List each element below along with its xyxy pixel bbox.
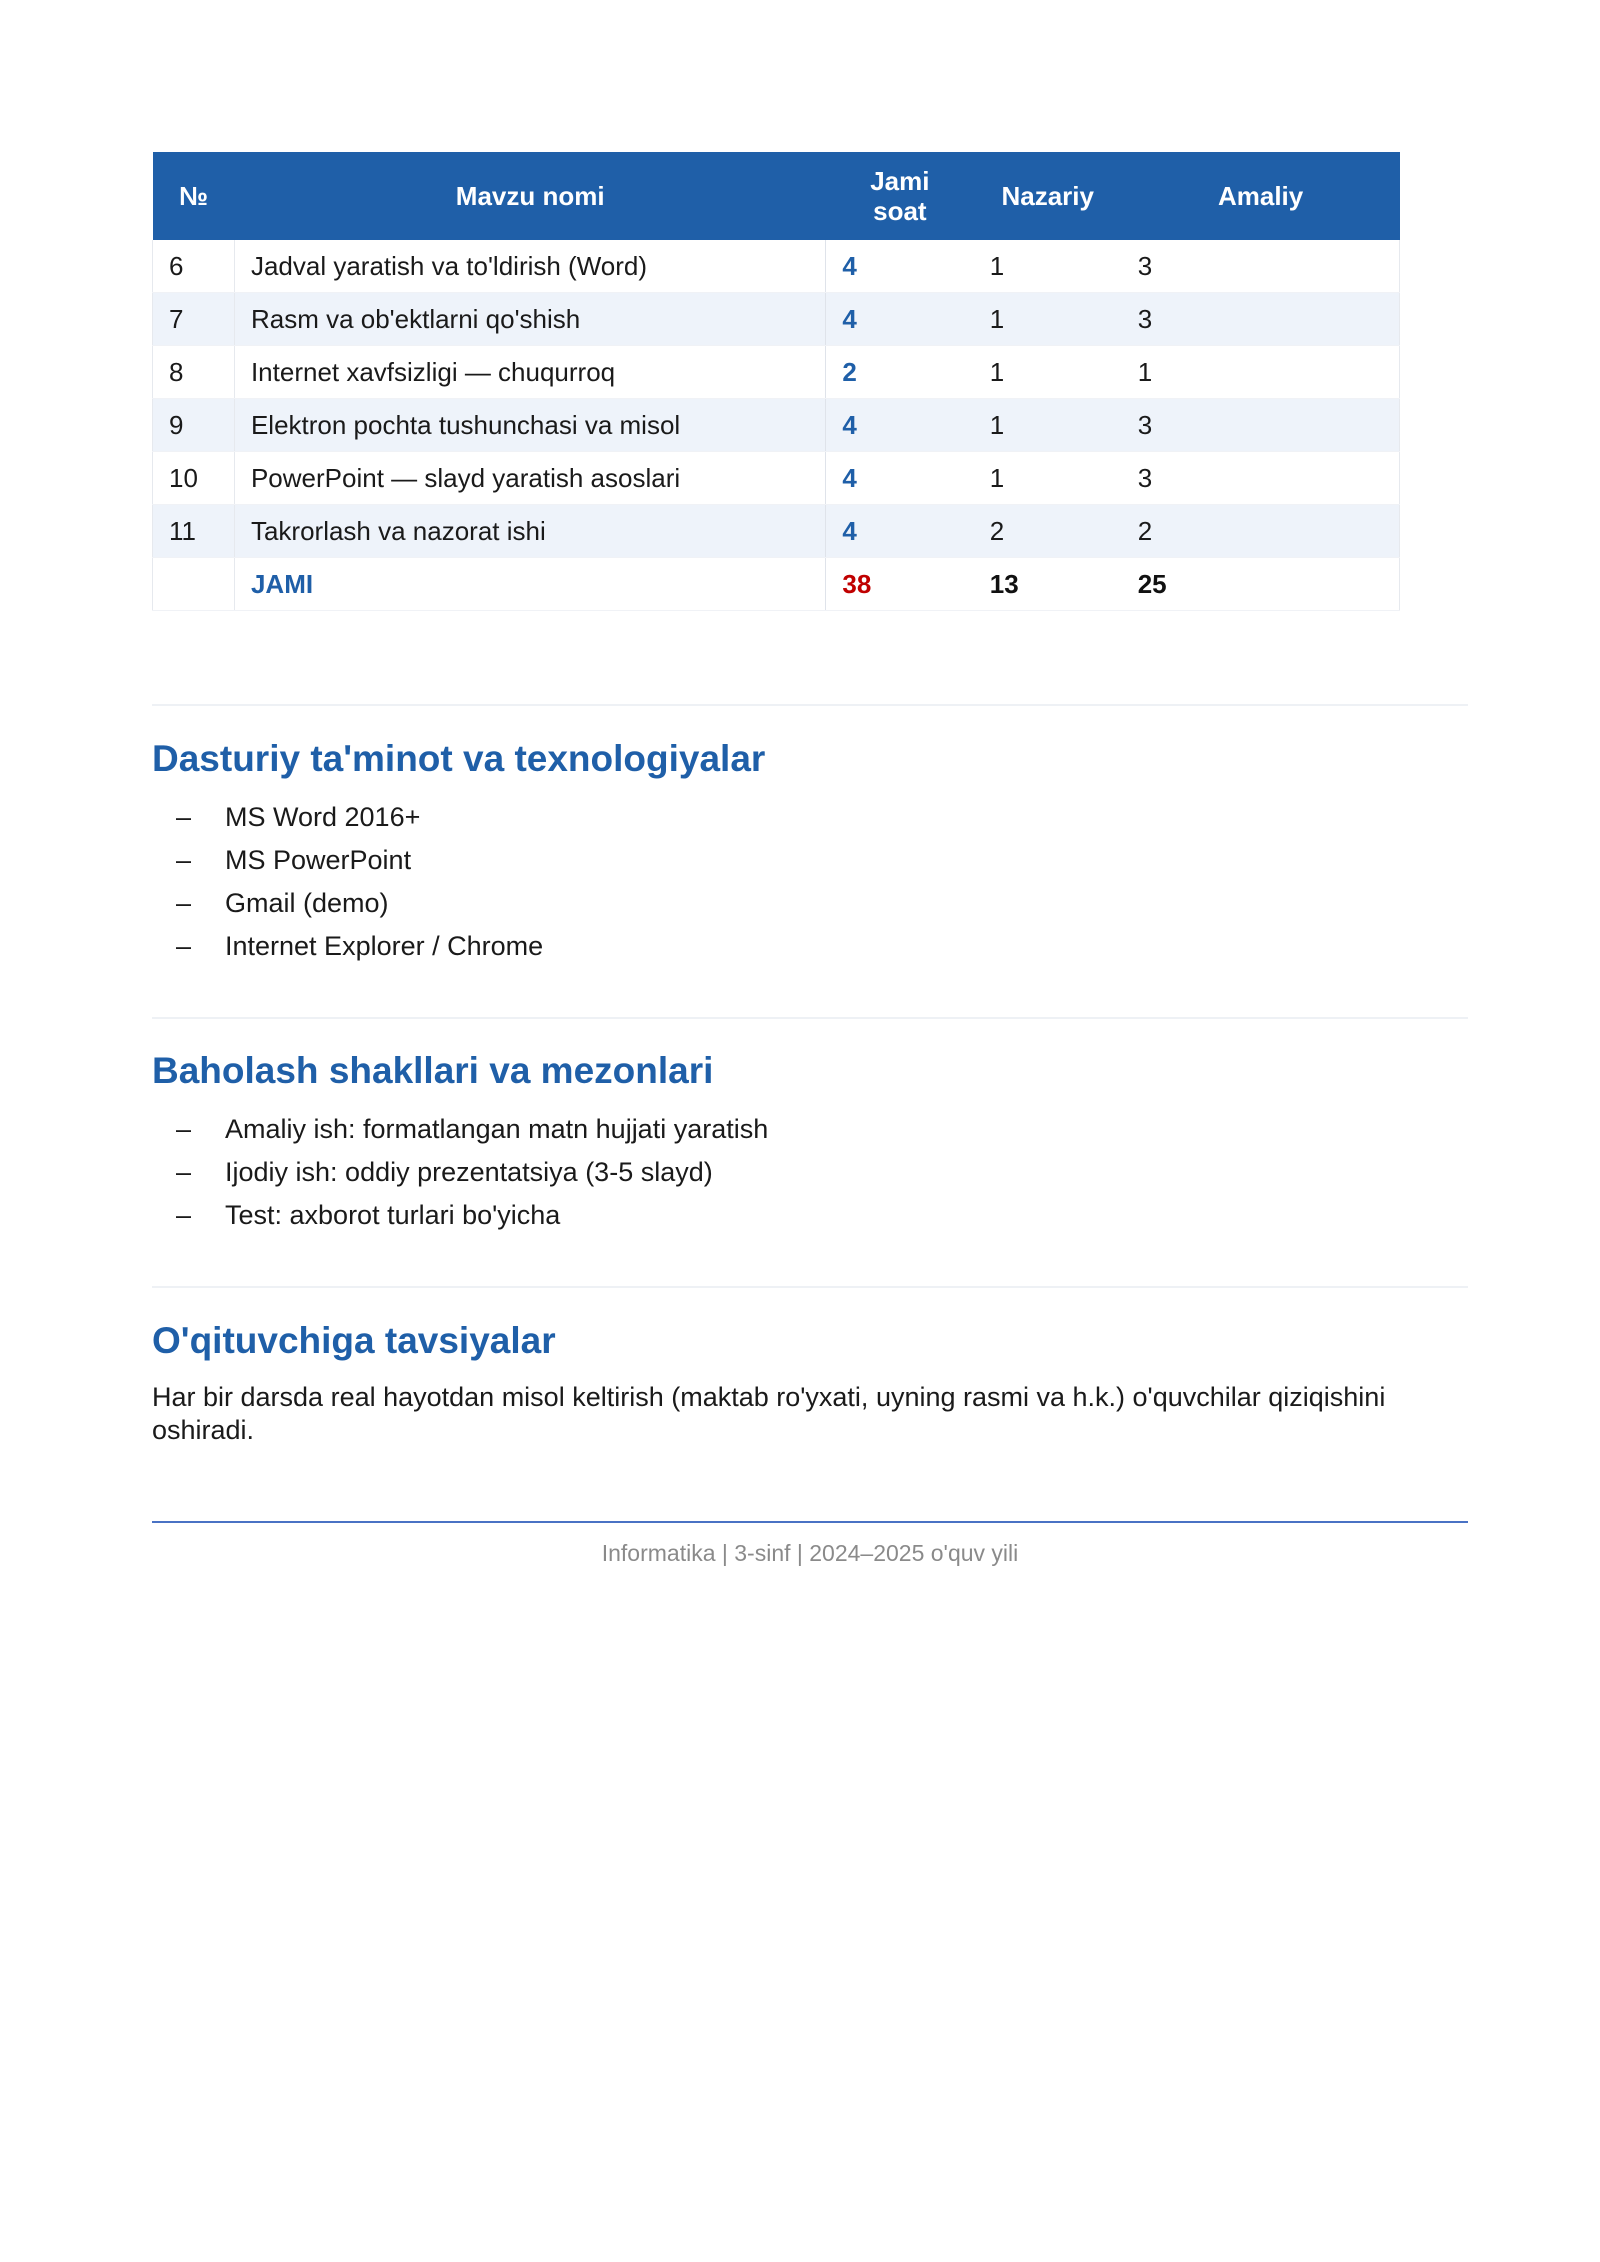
cell-theory: 1 bbox=[974, 240, 1122, 293]
list-item-text: MS Word 2016+ bbox=[225, 802, 421, 832]
total-hours: 38 bbox=[826, 558, 974, 611]
list-item bbox=[152, 925, 543, 968]
header-hours-line1: Jami bbox=[870, 166, 930, 196]
assessment-list bbox=[152, 1108, 768, 1237]
cell-title: Elektron pochta tushunchasi va misol bbox=[234, 399, 825, 452]
cell-practice: 1 bbox=[1122, 346, 1400, 399]
dash-bullet: – bbox=[176, 845, 192, 875]
list-item bbox=[152, 1194, 768, 1237]
list-item-text: Ijodiy ish: oddiy prezentatsiya (3-5 slayd) bbox=[225, 1157, 713, 1187]
table-row bbox=[153, 346, 1400, 399]
cell-title: PowerPoint — slayd yaratish asoslari bbox=[234, 452, 825, 505]
section-divider bbox=[152, 704, 1468, 706]
page-footer: Informatika | 3-sinf | 2024–2025 o'quv yili bbox=[601, 1540, 1019, 1566]
dash-bullet: – bbox=[176, 1157, 192, 1187]
list-item bbox=[152, 882, 543, 925]
header-practice: Amaliy bbox=[1122, 152, 1400, 240]
cell-num: 11 bbox=[153, 505, 235, 558]
cell-practice: 3 bbox=[1122, 293, 1400, 346]
cell-theory: 1 bbox=[974, 452, 1122, 505]
header-num: № bbox=[153, 152, 235, 240]
cell-practice: 3 bbox=[1122, 399, 1400, 452]
dash-bullet: – bbox=[176, 888, 192, 918]
header-theory: Nazariy bbox=[974, 152, 1122, 240]
list-item bbox=[152, 839, 543, 882]
cell-theory: 1 bbox=[974, 346, 1122, 399]
header-hours bbox=[826, 152, 974, 240]
list-item-text: Gmail (demo) bbox=[225, 888, 389, 918]
table-header-row bbox=[153, 152, 1400, 240]
list-item-text: Internet Explorer / Chrome bbox=[225, 931, 544, 961]
total-theory: 13 bbox=[974, 558, 1122, 611]
cell-practice: 3 bbox=[1122, 240, 1400, 293]
cell-num: 6 bbox=[153, 240, 235, 293]
cell-title: Internet xavfsizligi — chuqurroq bbox=[234, 346, 825, 399]
cell-title: Rasm va ob'ektlarni qo'shish bbox=[234, 293, 825, 346]
document-page bbox=[152, 152, 1468, 611]
list-item-text: Test: axborot turlari bo'yicha bbox=[225, 1200, 561, 1230]
table-row bbox=[153, 293, 1400, 346]
section-divider bbox=[152, 1017, 1468, 1019]
software-heading: Dasturiy ta'minot va texnologiyalar bbox=[152, 738, 766, 779]
list-item-text: Amaliy ish: formatlangan matn hujjati yaratish bbox=[225, 1114, 769, 1144]
recommendations-text: Har bir darsda real hayotdan misol keltirish (maktab ro'yxati, uyning rasmi va h.k.) o'quvchilar qiziqishini oshiradi. bbox=[152, 1382, 1386, 1445]
cell-theory: 1 bbox=[974, 293, 1122, 346]
header-hours-line2: soat bbox=[873, 196, 927, 226]
cell-title: Jadval yaratish va to'ldirish (Word) bbox=[234, 240, 825, 293]
cell-practice: 2 bbox=[1122, 505, 1400, 558]
cell-num: 9 bbox=[153, 399, 235, 452]
cell-num: 8 bbox=[153, 346, 235, 399]
table-row bbox=[153, 452, 1400, 505]
total-label: JAMI bbox=[234, 558, 825, 611]
cell-title: Takrorlash va nazorat ishi bbox=[234, 505, 825, 558]
cell-hours: 2 bbox=[826, 346, 974, 399]
list-item bbox=[152, 1151, 768, 1194]
assessment-heading: Baholash shakllari va mezonlari bbox=[152, 1050, 714, 1091]
recommendations-heading: O'qituvchiga tavsiyalar bbox=[152, 1320, 556, 1361]
cell-theory: 1 bbox=[974, 399, 1122, 452]
table-row bbox=[153, 399, 1400, 452]
cell-hours: 4 bbox=[826, 505, 974, 558]
cell-num: 7 bbox=[153, 293, 235, 346]
footer-divider bbox=[152, 1521, 1468, 1523]
table-row bbox=[153, 505, 1400, 558]
cell-theory: 2 bbox=[974, 505, 1122, 558]
cell-num: 10 bbox=[153, 452, 235, 505]
cell-hours: 4 bbox=[826, 293, 974, 346]
dash-bullet: – bbox=[176, 1114, 192, 1144]
cell-num bbox=[153, 558, 235, 611]
list-item bbox=[152, 796, 543, 839]
cell-hours: 4 bbox=[826, 240, 974, 293]
dash-bullet: – bbox=[176, 802, 192, 832]
list-item bbox=[152, 1108, 768, 1151]
software-list bbox=[152, 796, 543, 968]
total-practice: 25 bbox=[1122, 558, 1400, 611]
cell-hours: 4 bbox=[826, 399, 974, 452]
table-row bbox=[153, 240, 1400, 293]
topics-table bbox=[152, 152, 1400, 611]
list-item-text: MS PowerPoint bbox=[225, 845, 412, 875]
cell-hours: 4 bbox=[826, 452, 974, 505]
header-title: Mavzu nomi bbox=[234, 152, 825, 240]
cell-practice: 3 bbox=[1122, 452, 1400, 505]
dash-bullet: – bbox=[176, 931, 192, 961]
dash-bullet: – bbox=[176, 1200, 192, 1230]
section-divider bbox=[152, 1286, 1468, 1288]
table-total-row bbox=[153, 558, 1400, 611]
